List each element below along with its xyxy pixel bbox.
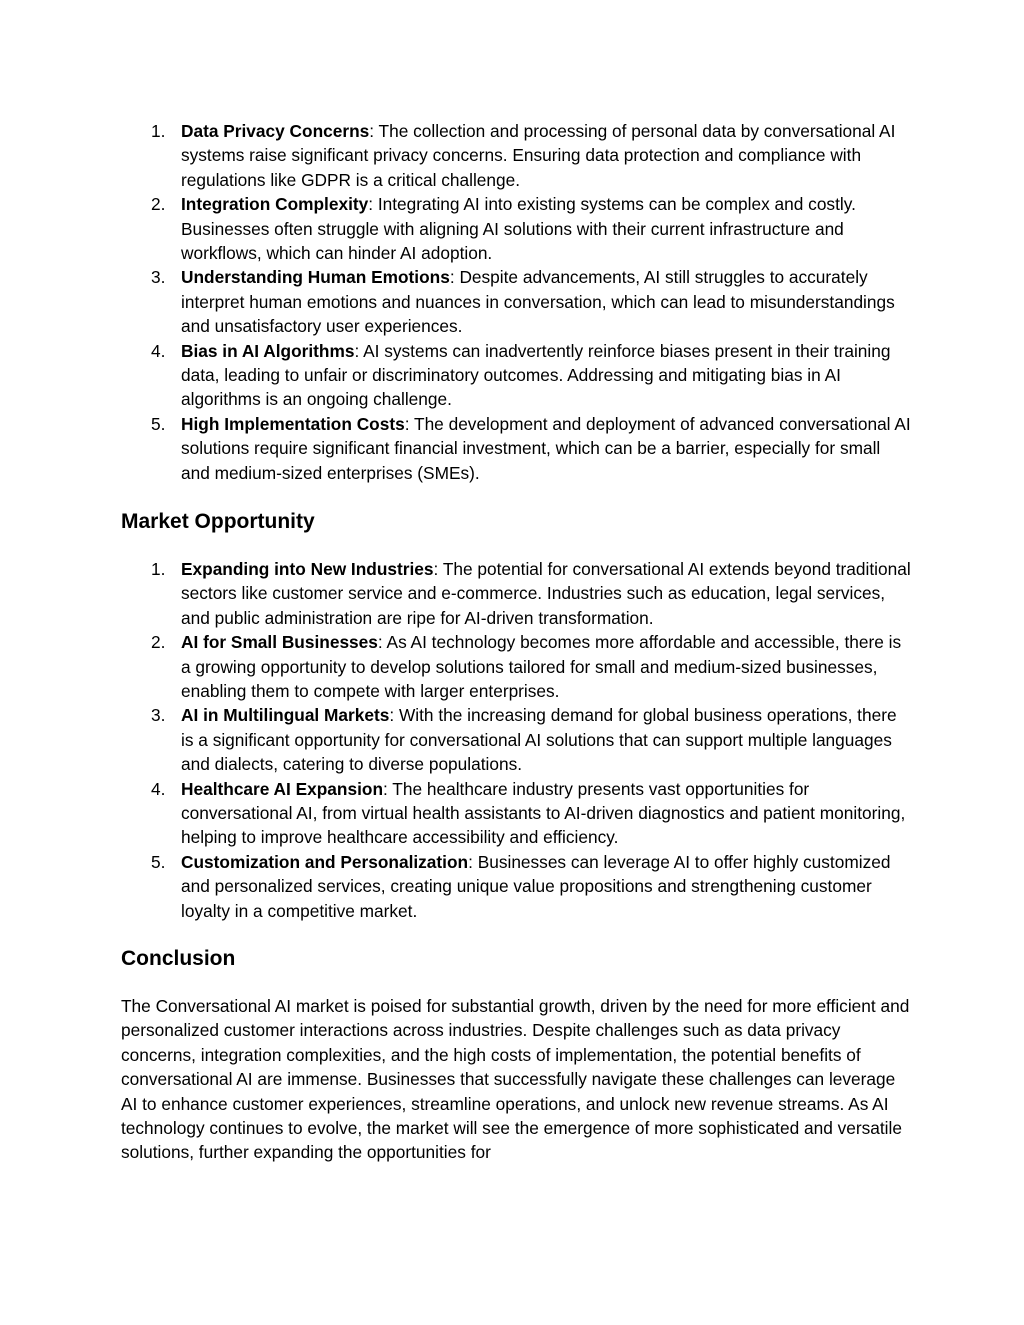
market-opportunity-list (121, 557, 911, 923)
item-term: AI in Multilingual Markets (181, 705, 390, 726)
item-text: : Businesses can leverage AI to offer highly customized and personalized services, creating unique value propositions and strengthening customer loyalty in a competitive market. (181, 851, 891, 921)
item-text: : Integrating AI into existing systems can be complex and costly. Businesses often struggle with aligning AI solutions with their current infrastructure and workflows, which can hinder AI adoption. (181, 194, 856, 264)
item-term: Expanding into New Industries (181, 559, 434, 579)
list-number: 4. (151, 340, 166, 361)
item-text: : The development and deployment of advanced conversational AI solutions require significant financial investment, which can be a barrier, especially for small and medium-sized enterprises (SMEs). (181, 413, 911, 483)
list-number: 5. (151, 851, 166, 872)
challenges-list (121, 119, 911, 485)
list-number: 1. (151, 121, 166, 141)
item-term: Healthcare AI Expansion (181, 778, 383, 799)
item-term: High Implementation Costs (181, 413, 405, 434)
item-term: Bias in AI Algorithms (181, 340, 355, 361)
list-item (121, 777, 911, 850)
item-text: : The potential for conversational AI extends beyond traditional sectors like customer service and e-commerce. Industries such as education, legal services, and public administration are ripe for AI-driven transformation. (181, 559, 911, 628)
list-number: 3. (151, 267, 166, 288)
section-heading-conclusion: Conclusion (121, 947, 236, 970)
list-number: 4. (151, 778, 166, 799)
item-text: : AI systems can inadvertently reinforce biases present in their training data, leading to unfair or discriminatory outcomes. Addressing and mitigating bias in AI algorithms is an ongoing challenge. (181, 340, 891, 410)
list-number: 1. (151, 559, 166, 579)
list-item (121, 557, 911, 630)
item-term: Integration Complexity (181, 194, 369, 215)
item-term: AI for Small Businesses (181, 632, 378, 653)
list-item (121, 630, 911, 703)
list-number: 3. (151, 705, 166, 726)
item-text: : With the increasing demand for global business operations, there is a significant opportunity for conversational AI solutions that can support multiple languages and dialects, catering to diverse populations. (181, 705, 897, 775)
list-number: 2. (151, 632, 166, 653)
item-term: Customization and Personalization (181, 851, 469, 872)
list-item (121, 850, 911, 923)
item-text: : The collection and processing of personal data by conversational AI systems raise significant privacy concerns. Ensuring data protection and compliance with regulations like GDPR is a critical challenge. (181, 121, 896, 190)
conclusion-paragraph: The Conversational AI market is poised for substantial growth, driven by the need for more efficient and personalized customer interactions across industries. Despite challenges such as data privacy concerns, integration complexities, and the high costs of implementation, the potential benefits of conversational AI are immense. Businesses that successfully navigate these challenges can leverage AI to enhance customer experiences, streamline operations, and unlock new revenue streams. As AI technology continues to evolve, the market will see the emergence of more sophisticated and versatile solutions, further expanding the opportunities for (121, 996, 910, 1163)
list-number: 2. (151, 194, 166, 215)
list-item (121, 412, 911, 485)
item-term: Data Privacy Concerns (181, 121, 370, 141)
list-item (121, 119, 911, 192)
section-heading-market-opportunity: Market Opportunity (121, 510, 315, 533)
list-item (121, 339, 911, 412)
item-term: Understanding Human Emotions (181, 267, 450, 288)
list-item (121, 192, 911, 265)
list-item (121, 703, 911, 776)
item-text: : The healthcare industry presents vast opportunities for conversational AI, from virtual health assistants to AI-driven diagnostics and patient monitoring, helping to improve healthcare accessibility and efficiency. (181, 778, 906, 848)
list-item (121, 265, 911, 338)
list-number: 5. (151, 413, 166, 434)
item-text: : As AI technology becomes more affordable and accessible, there is a growing opportunity to develop solutions tailored for small and medium-sized businesses, enabling them to compete with larger enterprises. (181, 632, 902, 702)
item-text: : Despite advancements, AI still struggles to accurately interpret human emotions and nuances in conversation, which can lead to misunderstandings and unsatisfactory user experiences. (181, 267, 895, 337)
